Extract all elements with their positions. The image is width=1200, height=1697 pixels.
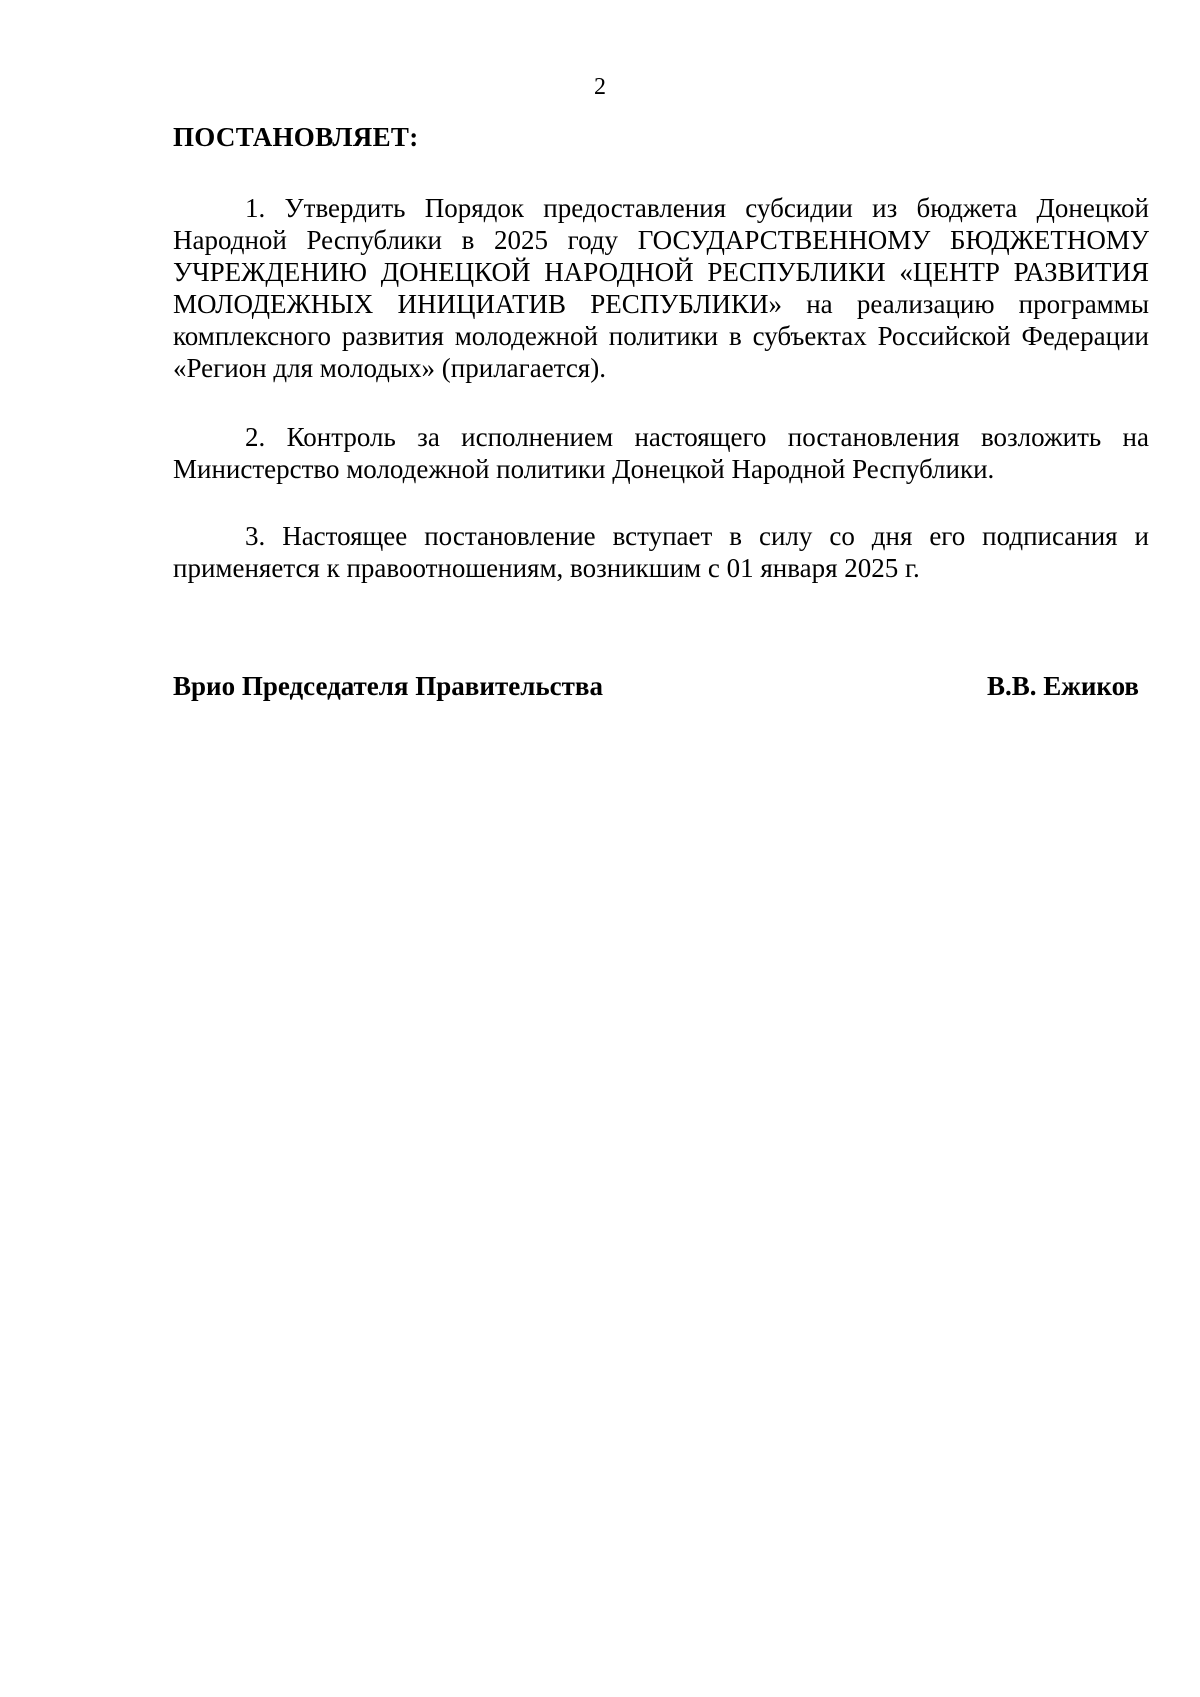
signatory-title: Врио Председателя Правительства <box>173 671 603 701</box>
paragraph-2: 2. Контроль за исполнением настоящего постановления возложить на Министерство молодежной политики Донецкой Народной Республики. <box>173 422 1149 484</box>
decree-heading: ПОСТАНОВЛЯЕТ: <box>173 122 419 152</box>
paragraph-3: 3. Настоящее постановление вступает в силу со дня его подписания и применяется к правоотношениям, возникшим с 01 января 2025 г. <box>173 521 1149 583</box>
page-number: 2 <box>594 74 606 100</box>
paragraph-1: 1. Утвердить Порядок предоставления субсидии из бюджета Донецкой Народной Республики в 2025 году ГОСУДАРСТВЕННОМУ БЮДЖЕТНОМУ УЧРЕЖДЕНИЮ ДОНЕЦКОЙ НАРОДНОЙ РЕСПУБЛИКИ «ЦЕНТР РАЗВИТИЯ МОЛОДЕЖНЫХ ИНИЦИАТИВ РЕСПУБЛИКИ» на реализацию программы комплексного развития молодежной политики в субъектах Российской Федерации «Регион для молодых» (прилагается). <box>173 193 1149 383</box>
signatory-name: В.В. Ежиков <box>986 671 1139 701</box>
